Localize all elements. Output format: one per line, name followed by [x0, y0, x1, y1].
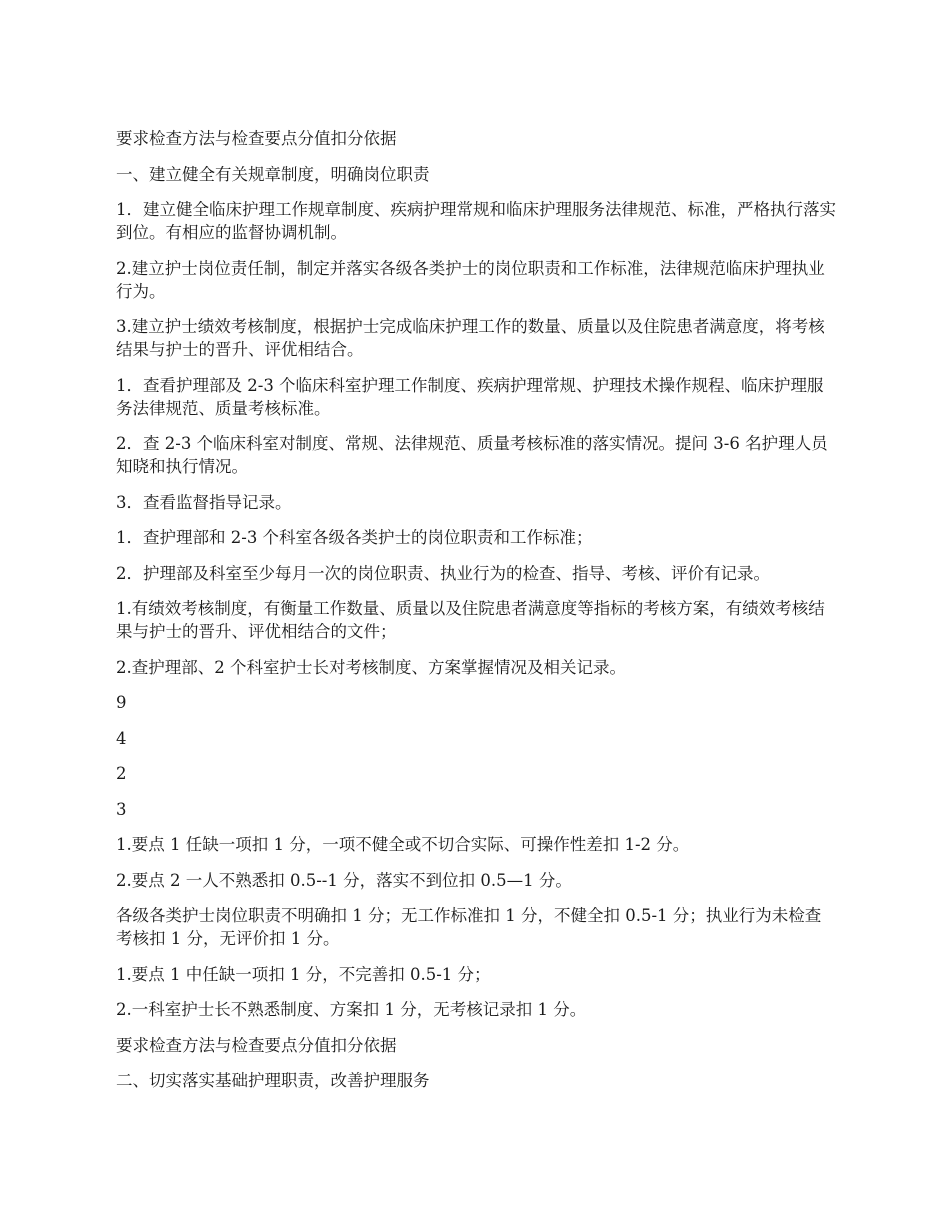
- method-1-1: 1．查看护理部及 2-3 个临床科室护理工作制度、疾病护理常规、护理技术操作规程、临床护理服务法律规范、质量考核标准。: [116, 375, 824, 418]
- table-header-line: 要求检查方法与检查要点分值扣分依据: [116, 129, 397, 148]
- method-1-3: 3．查看监督指导记录。: [116, 492, 292, 512]
- deduction-3-1: 1.要点 1 中任缺一项扣 1 分，不完善扣 0.5-1 分；: [116, 964, 491, 984]
- requirement-3: 3.建立护士绩效考核制度，根据护士完成临床护理工作的数量、质量以及住院患者满意度，将考核结果与护士的晋升、评优相结合。: [116, 317, 825, 359]
- score-item-2: 2: [116, 764, 127, 783]
- table-header-line-2: 要求检查方法与检查要点分值扣分依据: [116, 1035, 397, 1055]
- requirement-2: 2.建立护士岗位责任制，制定并落实各级各类护士的岗位职责和工作标准，法律规范临床护理执业行为。: [116, 258, 825, 301]
- score-total: 9: [116, 693, 127, 712]
- score-item-3: 3: [116, 799, 127, 819]
- method-2-1: 1．查护理部和 2-3 个科室各级各类护士的岗位职责和工作标准；: [116, 528, 593, 547]
- document-page: [116, 127, 836, 1105]
- method-2-2: 2．护理部及科室至少每月一次的岗位职责、执业行为的检查、指导、考核、评价有记录。: [116, 563, 770, 583]
- deduction-2: 各级各类护士岗位职责不明确扣 1 分；无工作标准扣 1 分，不健全扣 0.5-1 分；执业行为未检查考核扣 1 分，无评价扣 1 分。: [116, 906, 822, 948]
- deduction-1-1: 1.要点 1 任缺一项扣 1 分，一项不健全或不切合实际、可操作性差扣 1-2 分。: [116, 835, 690, 854]
- section-heading-1: 一、建立健全有关规章制度，明确岗位职责: [116, 164, 430, 184]
- requirement-1: 1．建立健全临床护理工作规章制度、疾病护理常规和临床护理服务法律规范、标准，严格执行落实到位。有相应的监督协调机制。: [116, 200, 836, 242]
- method-3-2: 2.查护理部、2 个科室护士长对考核制度、方案掌握情况及相关记录。: [116, 657, 626, 677]
- method-3-1: 1.有绩效考核制度，有衡量工作数量、质量以及住院患者满意度等指标的考核方案，有绩效考核结果与护士的晋升、评优相结合的文件；: [116, 599, 825, 641]
- deduction-1-2: 2.要点 2 一人不熟悉扣 0.5--1 分，落实不到位扣 0.5—1 分。: [116, 870, 572, 890]
- section-heading-2: 二、切实落实基础护理职责，改善护理服务: [116, 1071, 430, 1090]
- score-item-1: 4: [116, 728, 127, 748]
- method-1-2: 2．查 2-3 个临床科室对制度、常规、法律规范、质量考核标准的落实情况。提问 3-6 名护理人员知晓和执行情况。: [116, 434, 828, 476]
- deduction-3-2: 2.一科室护士长不熟悉制度、方案扣 1 分，无考核记录扣 1 分。: [116, 1000, 587, 1019]
